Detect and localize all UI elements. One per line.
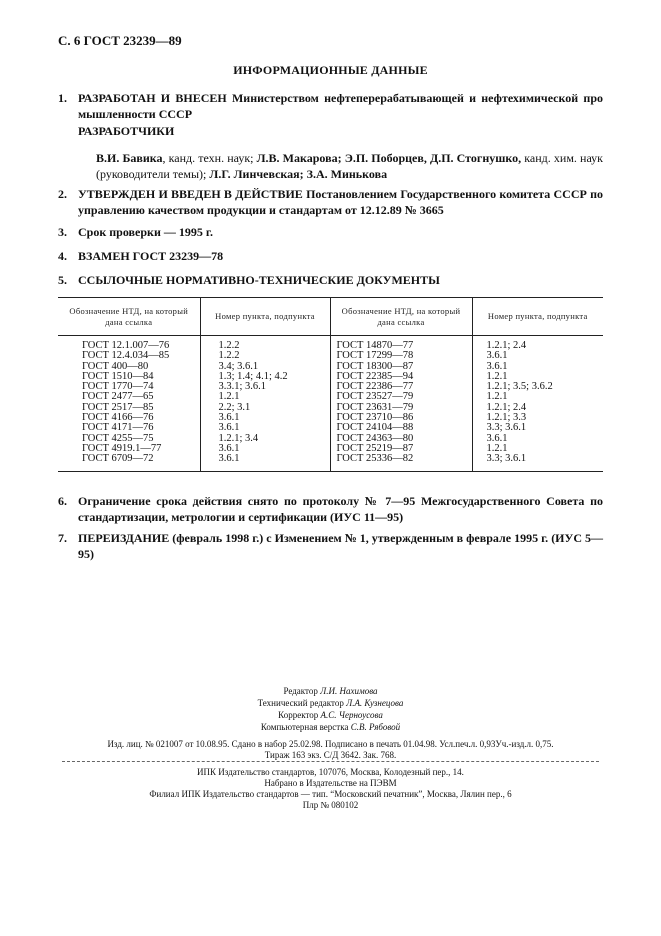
header-point-left: Номер пункта, подпункта <box>200 298 330 336</box>
imprint-tech-editor <box>0 698 661 709</box>
right-codes <box>330 336 472 472</box>
table-cell: 3.6.1 <box>486 432 508 444</box>
table-cell: ГОСТ 6709—72 <box>82 453 154 465</box>
table-cell: 3.3; 3.6.1 <box>486 422 527 434</box>
document-title: ИНФОРМАЦИОННЫЕ ДАННЫЕ <box>233 63 428 77</box>
left-codes <box>58 336 200 472</box>
table-cell: 3.6.1 <box>486 350 508 362</box>
item-text: Срок проверки — 1995 г. <box>78 225 213 239</box>
table-cell: ГОСТ 23631—79 <box>336 401 414 413</box>
publisher-line3: Филиал ИПК Издательство стандартов — тип. “Московский печатник”, Москва, Лялин пер., 6 <box>149 789 512 799</box>
table-cell: ГОСТ 25336—82 <box>336 453 414 465</box>
person-name: С.В. Рябовой <box>350 722 401 732</box>
person-name: Л.А. Кузнецова <box>346 698 404 708</box>
table-cell: 1.2.1 <box>486 370 508 382</box>
table-cell: ГОСТ 24363—80 <box>336 432 414 444</box>
table-cell: ГОСТ 2477—65 <box>82 391 154 403</box>
table-cell: 1.2.2 <box>218 350 240 362</box>
table-cell: ГОСТ 4171—76 <box>82 422 154 434</box>
table-cell: 3.4; 3.6.1 <box>218 360 259 372</box>
item-text: (февраль 1998 г.) с Изменением № 1, утвержденным в феврале 1995 г. (ИУС 5—95) <box>78 531 603 561</box>
person-name: А.С. Черноусова <box>320 710 383 720</box>
table-cell: ГОСТ 22385—94 <box>336 370 414 382</box>
table-cell: ГОСТ 25219—87 <box>336 442 414 454</box>
table-cell: ГОСТ 12.4.034—85 <box>82 350 170 362</box>
table-cell: ГОСТ 4255—75 <box>82 432 154 444</box>
author-names: Л.В. Макарова; Э.П. Поборцев, Д.П. Стогнушко, <box>256 151 522 165</box>
table-cell: ГОСТ 24104—88 <box>336 422 414 434</box>
imprint-layout <box>0 722 661 733</box>
item-number: 3. <box>58 225 67 239</box>
table-cell: 3.6.1 <box>218 442 240 454</box>
header-code-left: Обозначение НТД, на который дана ссылка <box>58 298 200 336</box>
table-cell: 3.6.1 <box>218 422 240 434</box>
table-cell: 1.2.1; 3.5; 3.6.2 <box>486 381 553 393</box>
table-cell: ГОСТ 1770—74 <box>82 381 154 393</box>
author-names: Л.Г. Линчевская; З.А. Минькова <box>209 167 388 181</box>
item-text: ВЗАМЕН ГОСТ 23239—78 <box>78 249 224 263</box>
publisher-line4: Плр № 080102 <box>302 800 359 810</box>
developers-list <box>96 150 603 182</box>
left-points <box>200 336 330 472</box>
item-replaces <box>58 248 603 264</box>
table-cell: ГОСТ 4166—76 <box>82 412 154 424</box>
table-cell: 3.6.1 <box>218 453 240 465</box>
header-code-right: Обозначение НТД, на который дана ссылка <box>330 298 472 336</box>
item-body <box>78 186 603 218</box>
imprint-details-line1: Изд. лиц. № 021007 от 10.08.95. Сдано в набор 25.02.98. Подписано в печать 01.04.98. Усл.печ.л. 0,93Уч.-изд.л. 0,75. <box>107 739 554 749</box>
item-review-period <box>58 224 603 240</box>
item-lead: УТВЕРЖДЕН И ВВЕДЕН В ДЕЙСТВИЕ <box>78 187 303 201</box>
table-cell: 1.2.1; 2.4 <box>486 340 527 351</box>
item-body <box>78 493 603 525</box>
item-number: 2. <box>58 187 67 201</box>
item-text: Постановлением Государственного комитета СССР по управлению качеством продукции и стандартам от 12.12.89 № 3665 <box>78 187 604 217</box>
item-developed <box>58 90 603 122</box>
table-cell: 1.2.1 <box>486 442 508 454</box>
table-cell: ГОСТ 17299—78 <box>336 350 414 362</box>
table-cell: ГОСТ 2517—85 <box>82 401 154 413</box>
header-point-right: Номер пункта, подпункта <box>472 298 603 336</box>
page-header: С. 6 ГОСТ 23239—89 <box>58 33 182 48</box>
item-lead: Ограничение срока действия снято по протоколу № 7—95 <box>78 494 416 508</box>
table-cell: 3.6.1 <box>486 360 508 372</box>
item-lead: ПЕРЕИЗДАНИЕ <box>78 531 170 545</box>
table-cell: 1.2.2 <box>218 340 240 351</box>
item-number: 1. <box>58 91 67 105</box>
imprint-details-line2: Тираж 163 экз. С/Д 3642. Зак. 768. <box>264 750 397 760</box>
table-cell: ГОСТ 12.1.007—76 <box>82 340 170 351</box>
table-cell: 3.6.1 <box>218 412 240 424</box>
author-name: В.И. Бавика <box>96 151 163 165</box>
table-cell: 3.3; 3.6.1 <box>486 453 527 465</box>
label: Редактор <box>283 686 321 696</box>
table-cell: ГОСТ 22386—77 <box>336 381 414 393</box>
item-number: 6. <box>58 494 67 508</box>
item-reissue <box>58 530 603 562</box>
table-cell: ГОСТ 4919.1—77 <box>82 442 162 454</box>
item-limitation <box>58 493 603 525</box>
table-cell: 1.2.1 <box>486 391 508 403</box>
author-rank: канд. хим. наук (руководители темы); <box>96 151 603 181</box>
label: Корректор <box>278 710 321 720</box>
table-cell: 1.2.1; 3.4 <box>218 432 259 444</box>
person-name: Л.И. Нахимова <box>320 686 378 696</box>
publisher-line1: ИПК Издательство стандартов, 107076, Москва, Колодезный пер., 14. <box>197 767 464 777</box>
right-points <box>472 336 603 472</box>
item-text: Межгосударственного Совета по стандартизации, метрологии и сертификации (ИУС 11—95) <box>78 494 603 524</box>
imprint-corrector <box>0 710 661 721</box>
author-rank: , канд. техн. наук; <box>162 151 257 165</box>
item-number: 4. <box>58 249 67 263</box>
table-cell: 3.3.1; 3.6.1 <box>218 381 267 393</box>
publisher-line2: Набрано в Издательстве на ПЭВМ <box>264 778 397 788</box>
table-cell: 1.2.1 <box>218 391 240 403</box>
imprint-editor <box>0 686 661 697</box>
item-references <box>58 272 603 288</box>
item-text: Министерством нефтеперерабатывающей и нефтехимической про мышленности СССР <box>78 91 604 121</box>
table-cell: ГОСТ 23527—79 <box>336 391 414 403</box>
table-cell: ГОСТ 1510—84 <box>82 370 154 382</box>
item-number: 7. <box>58 531 67 545</box>
table-cell: 1.2.1; 2.4 <box>486 401 527 413</box>
item-lead: РАЗРАБОТАН И ВНЕСЕН <box>78 91 227 105</box>
item-body <box>78 530 603 562</box>
table-header-row <box>58 298 603 336</box>
table-cell: ГОСТ 400—80 <box>82 360 149 372</box>
item-body <box>78 90 603 122</box>
table-body-row <box>58 336 603 472</box>
table-cell: ГОСТ 14870—77 <box>336 340 414 351</box>
label: Компьютерная верстка <box>260 722 351 732</box>
references-table <box>58 297 603 472</box>
label: Технический редактор <box>257 698 347 708</box>
table-cell: 1.2.1; 3.3 <box>486 412 527 424</box>
table-cell: 1.3; 1.4; 4.1; 4.2 <box>218 370 288 382</box>
table-cell: 2.2; 3.1 <box>218 401 251 413</box>
table-cell: ГОСТ 23710—86 <box>336 412 414 424</box>
item-number: 5. <box>58 273 67 287</box>
item-approved <box>58 186 603 218</box>
table-cell: ГОСТ 18300—87 <box>336 360 414 372</box>
imprint-divider <box>62 761 599 762</box>
item-text: ССЫЛОЧНЫЕ НОРМАТИВНО-ТЕХНИЧЕСКИЕ ДОКУМЕНТЫ <box>78 273 440 287</box>
developers-heading: РАЗРАБОТЧИКИ <box>78 124 175 138</box>
